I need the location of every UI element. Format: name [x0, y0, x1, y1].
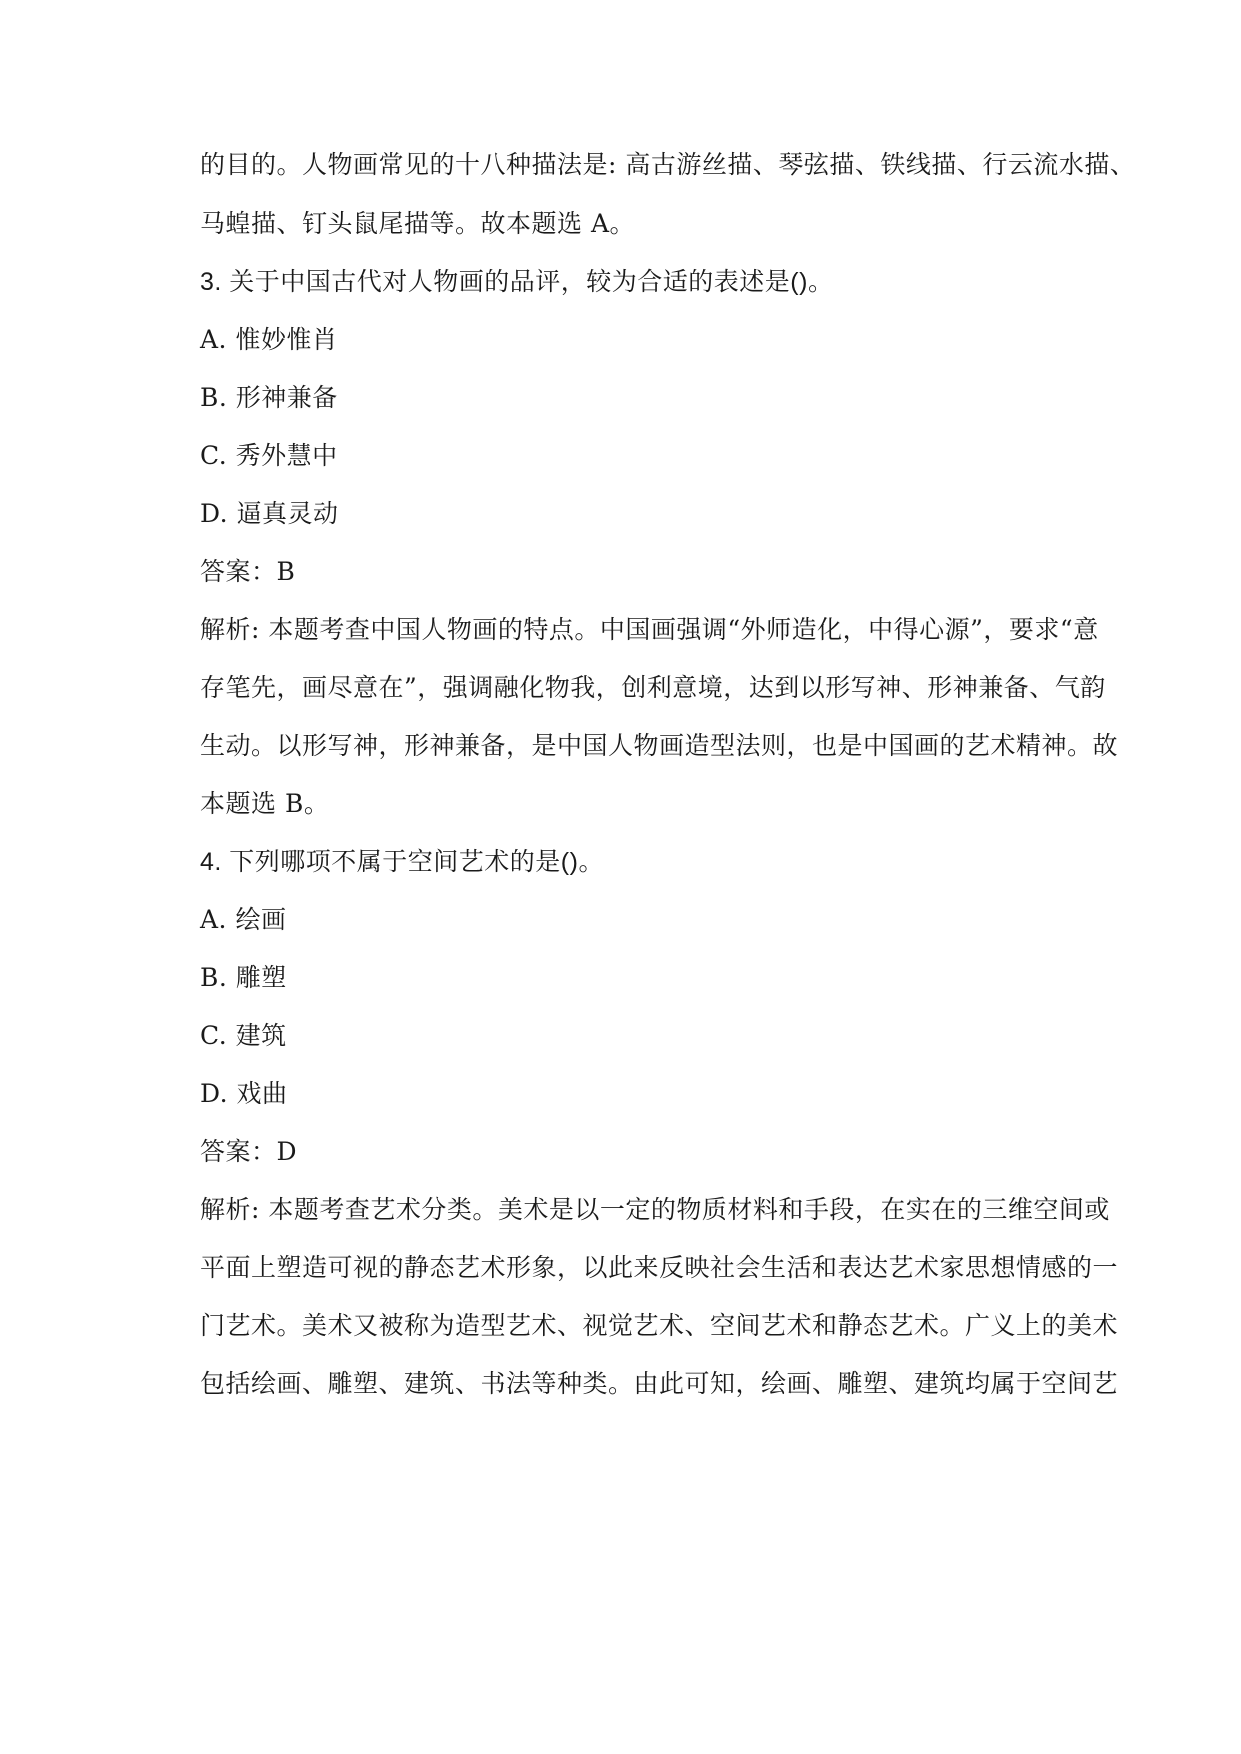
question-4-stem: 4. 下列哪项不属于空间艺术的是()。 [200, 848, 604, 876]
question-3-option-d: D. 逼真灵动 [200, 499, 339, 528]
question-4-explanation-line-3: 门艺术。美术又被称为造型艺术、视觉艺术、空间艺术和静态艺术。广义上的美术 [200, 1311, 1119, 1340]
question-4-option-a: A. 绘画 [200, 905, 287, 934]
question-3-option-c: C. 秀外慧中 [200, 441, 338, 470]
question-3-explanation-line-2: 存笔先，画尽意在”，强调融化物我，创利意境，达到以形写神、形神兼备、气韵 [200, 673, 1106, 702]
question-3-option-b: B. 形神兼备 [200, 383, 338, 412]
explanation-continued-line-1: 的目的。人物画常见的十八种描法是: 高古游丝描、琴弦描、铁线描、行云流水描、 [200, 150, 1136, 179]
question-3-option-a: A. 惟妙惟肖 [200, 325, 338, 354]
explanation-continued-line-2: 马蝗描、钉头鼠尾描等。故本题选 A。 [200, 209, 636, 238]
question-4-option-b: B. 雕塑 [200, 963, 287, 992]
question-4-answer: 答案：D [200, 1137, 298, 1166]
question-4-explanation-line-2: 平面上塑造可视的静态艺术形象，以此来反映社会生活和表达艺术家思想情感的一 [200, 1253, 1119, 1282]
question-4-explanation-line-1: 解析: 本题考查艺术分类。美术是以一定的物质材料和手段，在实在的三维空间或 [200, 1195, 1110, 1224]
question-4-option-c: C. 建筑 [200, 1021, 287, 1050]
question-3-explanation-line-4: 本题选 B。 [200, 789, 330, 818]
question-3-explanation-line-1: 解析: 本题考查中国人物画的特点。中国画强调“外师造化，中得心源”，要求“意 [200, 615, 1099, 644]
question-3-answer: 答案：B [200, 557, 296, 586]
question-4-explanation-line-4: 包括绘画、雕塑、建筑、书法等种类。由此可知，绘画、雕塑、建筑均属于空间艺 [200, 1369, 1119, 1398]
question-4-option-d: D. 戏曲 [200, 1079, 288, 1108]
question-3-explanation-line-3: 生动。以形写神，形神兼备，是中国人物画造型法则，也是中国画的艺术精神。故 [200, 731, 1119, 760]
question-3-stem: 3. 关于中国古代对人物画的品评，较为合适的表述是()。 [200, 268, 834, 296]
